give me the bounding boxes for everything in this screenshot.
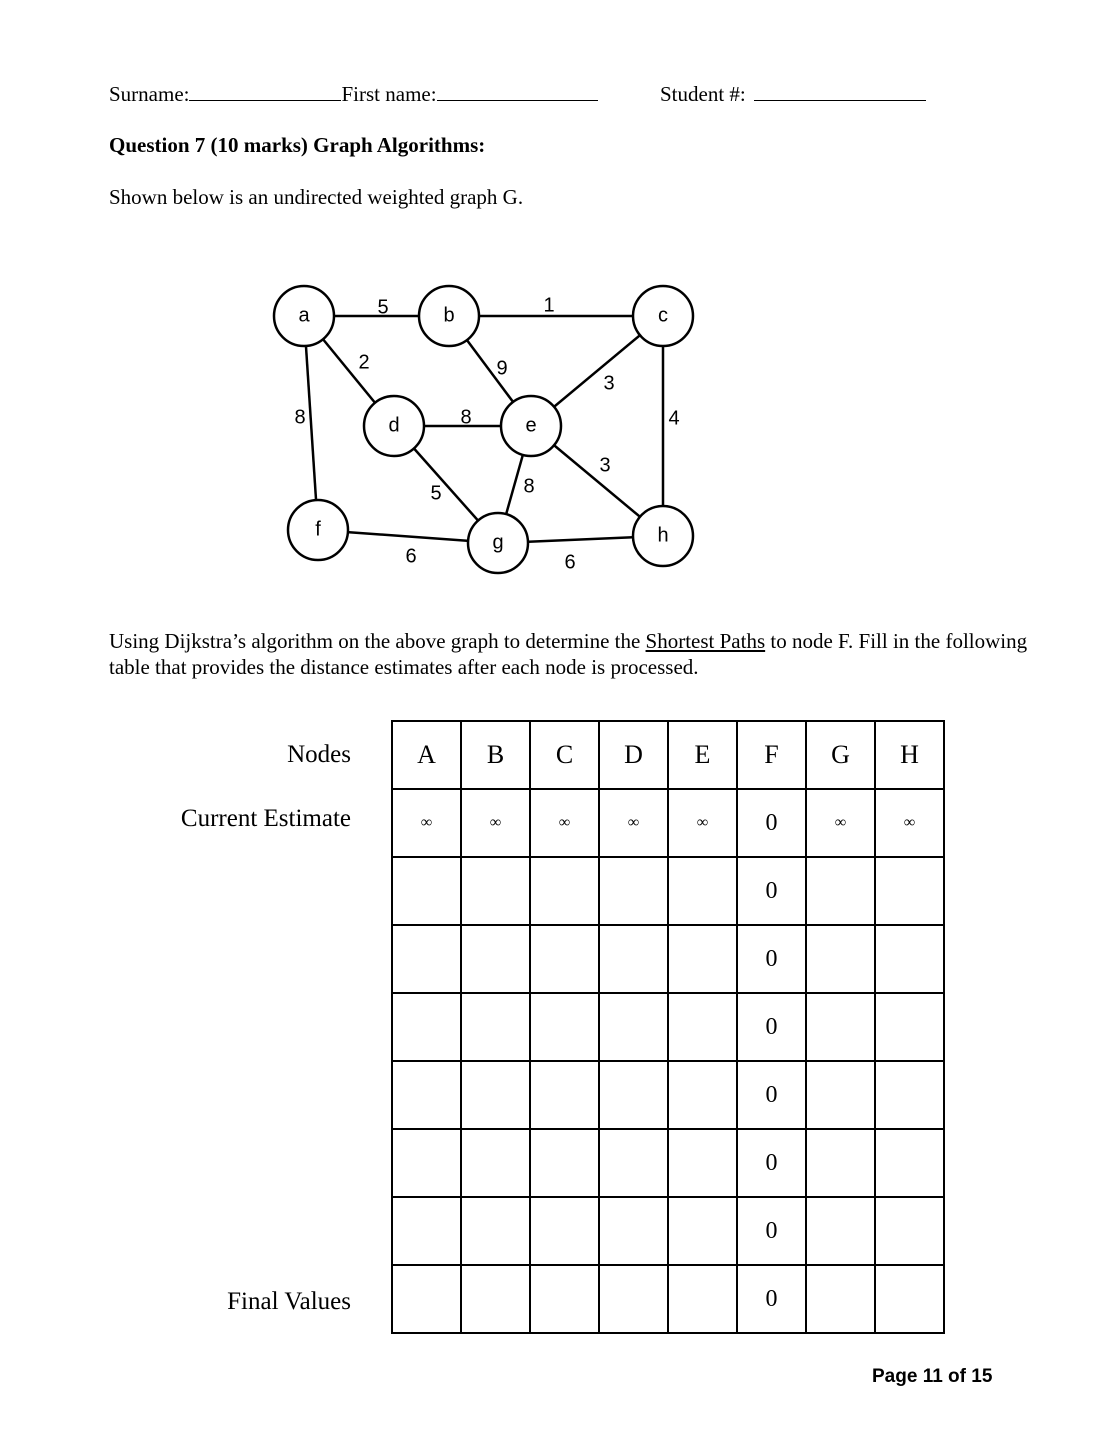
column-header-a: A — [392, 721, 461, 789]
node-label: h — [657, 524, 669, 547]
table-cell[interactable] — [875, 1061, 944, 1129]
edge-weight-a-d: 2 — [358, 351, 370, 374]
edge-weight-a-f: 8 — [294, 406, 306, 429]
table-cell[interactable] — [806, 1265, 875, 1333]
node-f — [288, 500, 348, 560]
table-cell[interactable] — [806, 925, 875, 993]
table-cell[interactable] — [461, 857, 530, 925]
node-label: g — [492, 531, 504, 554]
table-cell[interactable] — [461, 1129, 530, 1197]
table-cell[interactable] — [875, 857, 944, 925]
edge-weight-c-e: 3 — [603, 372, 615, 395]
table-cell[interactable] — [392, 1265, 461, 1333]
table-cell[interactable] — [806, 1061, 875, 1129]
table-cell[interactable] — [392, 1197, 461, 1265]
table-cell: 0 — [737, 789, 806, 857]
edge-weight-b-c: 1 — [543, 294, 555, 317]
table-cell[interactable] — [599, 925, 668, 993]
firstname-label: First name: — [341, 82, 437, 106]
column-header-e: E — [668, 721, 737, 789]
column-header-c: C — [530, 721, 599, 789]
table-cell[interactable] — [599, 1265, 668, 1333]
node-label: e — [525, 414, 537, 437]
column-header-f: F — [737, 721, 806, 789]
edge-weight-d-g: 5 — [430, 482, 442, 505]
edge-weight-f-g: 6 — [405, 545, 417, 568]
table-cell[interactable] — [461, 1061, 530, 1129]
estimate-row — [392, 925, 944, 993]
table-cell: ∞ — [530, 789, 599, 857]
shortest-paths-underlined: Shortest Paths — [645, 629, 766, 653]
estimate-row — [392, 1197, 944, 1265]
estimate-row — [392, 1061, 944, 1129]
node-label: f — [315, 518, 321, 541]
node-e — [501, 396, 561, 456]
table-cell[interactable] — [392, 1129, 461, 1197]
table-cell[interactable] — [392, 925, 461, 993]
table-cell: 0 — [737, 1129, 806, 1197]
table-cell: 0 — [737, 993, 806, 1061]
column-header-h: H — [875, 721, 944, 789]
table-cell[interactable] — [875, 993, 944, 1061]
table-cell[interactable] — [530, 857, 599, 925]
edge-weight-d-e: 8 — [460, 406, 472, 429]
table-cell[interactable] — [668, 1129, 737, 1197]
table-cell: 0 — [737, 1265, 806, 1333]
final-values-label: Final Values — [227, 1288, 351, 1315]
table-cell[interactable] — [875, 1129, 944, 1197]
surname-label: Surname: — [109, 82, 190, 106]
column-header-d: D — [599, 721, 668, 789]
table-cell[interactable] — [668, 993, 737, 1061]
nodes-row-label: Nodes — [287, 741, 351, 768]
table-cell[interactable] — [599, 1197, 668, 1265]
table-header-row — [392, 721, 944, 789]
instruction-text — [109, 628, 1029, 680]
column-header-b: B — [461, 721, 530, 789]
edge-weight-b-e: 9 — [496, 357, 508, 380]
table-cell[interactable] — [668, 1197, 737, 1265]
table-cell[interactable] — [668, 925, 737, 993]
table-cell: ∞ — [806, 789, 875, 857]
estimate-row — [392, 993, 944, 1061]
table-cell[interactable] — [806, 993, 875, 1061]
table-cell[interactable] — [599, 1129, 668, 1197]
table-cell[interactable] — [668, 857, 737, 925]
table-cell[interactable] — [530, 1129, 599, 1197]
edge-a-f — [304, 316, 318, 530]
current-estimate-label: Current Estimate — [180, 805, 351, 832]
page-number: Page 11 of 15 — [872, 1366, 993, 1387]
estimate-row — [392, 1129, 944, 1197]
estimate-row — [392, 789, 944, 857]
estimate-row — [392, 857, 944, 925]
table-cell[interactable] — [599, 857, 668, 925]
edge-weight-e-h: 3 — [599, 454, 611, 477]
graph-diagram — [0, 0, 1112, 600]
node-b — [419, 286, 479, 346]
table-cell: 0 — [737, 925, 806, 993]
question-intro: Shown below is an undirected weighted graph G. — [109, 185, 524, 209]
table-cell[interactable] — [668, 1061, 737, 1129]
dijkstra-table — [391, 720, 945, 1334]
table-cell: 0 — [737, 1061, 806, 1129]
table-cell[interactable] — [875, 1265, 944, 1333]
node-h — [633, 506, 693, 566]
table-cell[interactable] — [806, 857, 875, 925]
node-d — [364, 396, 424, 456]
table-cell[interactable] — [530, 1197, 599, 1265]
table-cell: ∞ — [668, 789, 737, 857]
table-cell[interactable] — [461, 1197, 530, 1265]
node-c — [633, 286, 693, 346]
node-label: a — [298, 304, 310, 327]
table-cell[interactable] — [461, 993, 530, 1061]
table-cell[interactable] — [599, 1061, 668, 1129]
node-label: b — [443, 304, 455, 327]
table-cell: ∞ — [461, 789, 530, 857]
table-cell: ∞ — [599, 789, 668, 857]
table-cell[interactable] — [530, 1061, 599, 1129]
instruction-part: to node F. Fill in the following table that provides the distance estimates after each node is processed. — [109, 629, 1028, 679]
edge-weight-c-h: 4 — [668, 407, 680, 430]
final-values-row — [392, 1265, 944, 1333]
table-cell: ∞ — [392, 789, 461, 857]
edge-weight-e-g: 8 — [523, 475, 535, 498]
table-cell[interactable] — [392, 857, 461, 925]
table-cell: 0 — [737, 1197, 806, 1265]
table-cell[interactable] — [875, 925, 944, 993]
node-g — [468, 513, 528, 573]
node-label: d — [388, 414, 400, 437]
table-cell[interactable] — [461, 1265, 530, 1333]
table-cell[interactable] — [875, 1197, 944, 1265]
node-label: c — [658, 304, 668, 327]
table-cell[interactable] — [392, 1061, 461, 1129]
table-cell[interactable] — [599, 993, 668, 1061]
column-header-g: G — [806, 721, 875, 789]
table-cell[interactable] — [530, 993, 599, 1061]
table-cell[interactable] — [392, 993, 461, 1061]
node-a — [274, 286, 334, 346]
table-cell[interactable] — [461, 925, 530, 993]
table-cell[interactable] — [530, 925, 599, 993]
table-cell[interactable] — [530, 1265, 599, 1333]
question-title: Question 7 (10 marks) Graph Algorithms: — [109, 133, 486, 157]
table-cell[interactable] — [668, 1265, 737, 1333]
instruction-part: Using Dijkstra’s algorithm on the above graph to determine the — [109, 629, 646, 653]
edge-weight-g-h: 6 — [564, 551, 576, 574]
table-cell[interactable] — [806, 1129, 875, 1197]
table-cell: ∞ — [875, 789, 944, 857]
table-cell: 0 — [737, 857, 806, 925]
student-number-label: Student #: — [660, 82, 746, 106]
table-cell[interactable] — [806, 1197, 875, 1265]
edge-weight-a-b: 5 — [377, 296, 389, 319]
